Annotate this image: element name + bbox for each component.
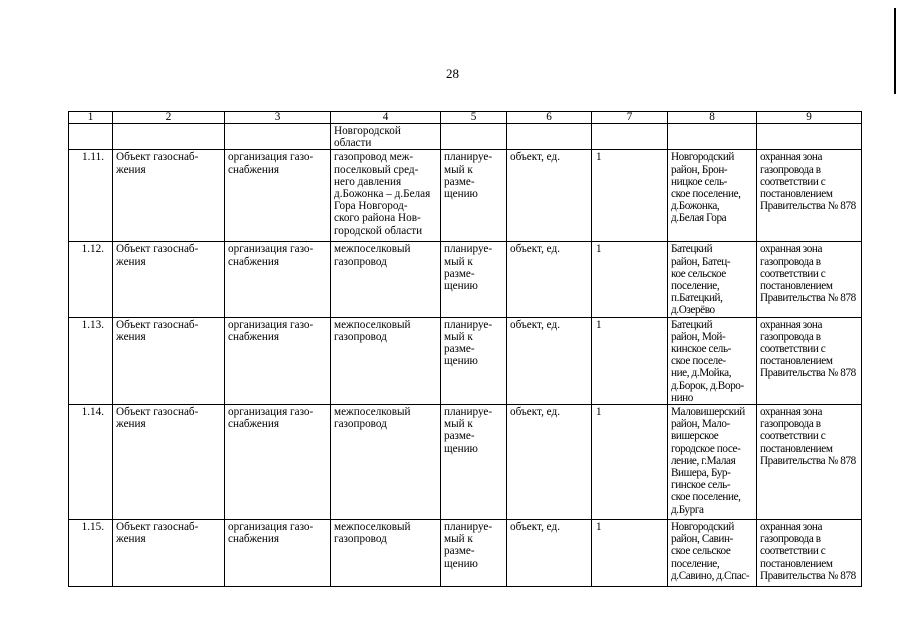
location-cell: Маловишерский район, Мало- вишерское городское посе- ление, г.Малая Вишера, Бур- гинское сель- ское поселение, д.Бурга (668, 405, 757, 520)
page-number: 28 (446, 66, 459, 81)
unit-cell: объект, ед. (507, 150, 592, 242)
table-row (69, 405, 862, 520)
object-type-cell: Объект газоснаб- жения (113, 405, 225, 520)
zone-cell: охранная зона газопровода в соответствии с постановлением Правительства № 878 (757, 242, 862, 317)
table-row (69, 317, 862, 404)
table-cell (757, 124, 862, 150)
object-name-cell: газопровод меж- поселковый сред- него давления д.Божонка – д.Белая Гора Новгород- ского района Нов- городской области (331, 150, 441, 242)
column-number: 4 (331, 112, 441, 124)
table-row (69, 150, 862, 242)
table-row (69, 520, 862, 587)
column-number: 1 (69, 112, 113, 124)
object-name-cell: межпоселковый газопровод (331, 520, 441, 587)
column-number: 8 (668, 112, 757, 124)
count-cell: 1 (592, 150, 668, 242)
purpose-cell: организация газо- снабжения (225, 317, 331, 404)
object-name-cell: межпоселковый газопровод (331, 317, 441, 404)
zone-cell: охранная зона газопровода в соответствии с постановлением Правительства № 878 (757, 317, 862, 404)
unit-cell: объект, ед. (507, 405, 592, 520)
row-number: 1.11. (69, 150, 113, 242)
status-cell: планируе- мый к разме- щению (441, 242, 507, 317)
table-cell (113, 124, 225, 150)
objects-table (68, 111, 862, 587)
table-row (69, 242, 862, 317)
table-cell (668, 124, 757, 150)
table-cell (592, 124, 668, 150)
column-number: 2 (113, 112, 225, 124)
status-cell: планируе- мый к разме- щению (441, 520, 507, 587)
zone-cell: охранная зона газопровода в соответствии с постановлением Правительства № 878 (757, 520, 862, 587)
row-number: 1.14. (69, 405, 113, 520)
location-cell: Батецкий район, Батец- кое сельское поселение, п.Батецкий, д.Озерёво (668, 242, 757, 317)
object-type-cell: Объект газоснаб- жения (113, 317, 225, 404)
purpose-cell: организация газо- снабжения (225, 405, 331, 520)
unit-cell: объект, ед. (507, 520, 592, 587)
unit-cell: объект, ед. (507, 317, 592, 404)
object-type-cell: Объект газоснаб- жения (113, 520, 225, 587)
status-cell: планируе- мый к разме- щению (441, 150, 507, 242)
status-cell: планируе- мый к разме- щению (441, 405, 507, 520)
table-cell (507, 124, 592, 150)
count-cell: 1 (592, 317, 668, 404)
count-cell: 1 (592, 520, 668, 587)
purpose-cell: организация газо- снабжения (225, 150, 331, 242)
location-cell: Батецкий район, Мой- кинское сель- ское поселе- ние, д.Мойка, д.Борок, д.Воро- нино (668, 317, 757, 404)
count-cell: 1 (592, 405, 668, 520)
table-cell: Новгородской области (331, 124, 441, 150)
object-type-cell: Объект газоснаб- жения (113, 242, 225, 317)
column-number: 7 (592, 112, 668, 124)
purpose-cell: организация газо- снабжения (225, 242, 331, 317)
unit-cell: объект, ед. (507, 242, 592, 317)
table-cell (441, 124, 507, 150)
row-number: 1.15. (69, 520, 113, 587)
location-cell: Новгородский район, Брон- ницкое сель- ское поселение, д.Божонка, д.Белая Гора (668, 150, 757, 242)
purpose-cell: организация газо- снабжения (225, 520, 331, 587)
status-cell: планируе- мый к разме- щению (441, 317, 507, 404)
row-number: 1.13. (69, 317, 113, 404)
column-number: 3 (225, 112, 331, 124)
object-name-cell: межпоселковый газопровод (331, 405, 441, 520)
zone-cell: охранная зона газопровода в соответствии с постановлением Правительства № 878 (757, 405, 862, 520)
location-cell: Новгородский район, Савин- ское сельское поселение, д.Савино, д.Спас- (668, 520, 757, 587)
column-number: 6 (507, 112, 592, 124)
object-type-cell: Объект газоснаб- жения (113, 150, 225, 242)
continuation-row (69, 124, 862, 150)
table-cell (225, 124, 331, 150)
row-number: 1.12. (69, 242, 113, 317)
object-name-cell: межпоселковый газопровод (331, 242, 441, 317)
table-cell (69, 124, 113, 150)
column-number: 5 (441, 112, 507, 124)
column-numbers-row (69, 112, 862, 124)
zone-cell: охранная зона газопровода в соответствии с постановлением Правительства № 878 (757, 150, 862, 242)
column-number: 9 (757, 112, 862, 124)
count-cell: 1 (592, 242, 668, 317)
